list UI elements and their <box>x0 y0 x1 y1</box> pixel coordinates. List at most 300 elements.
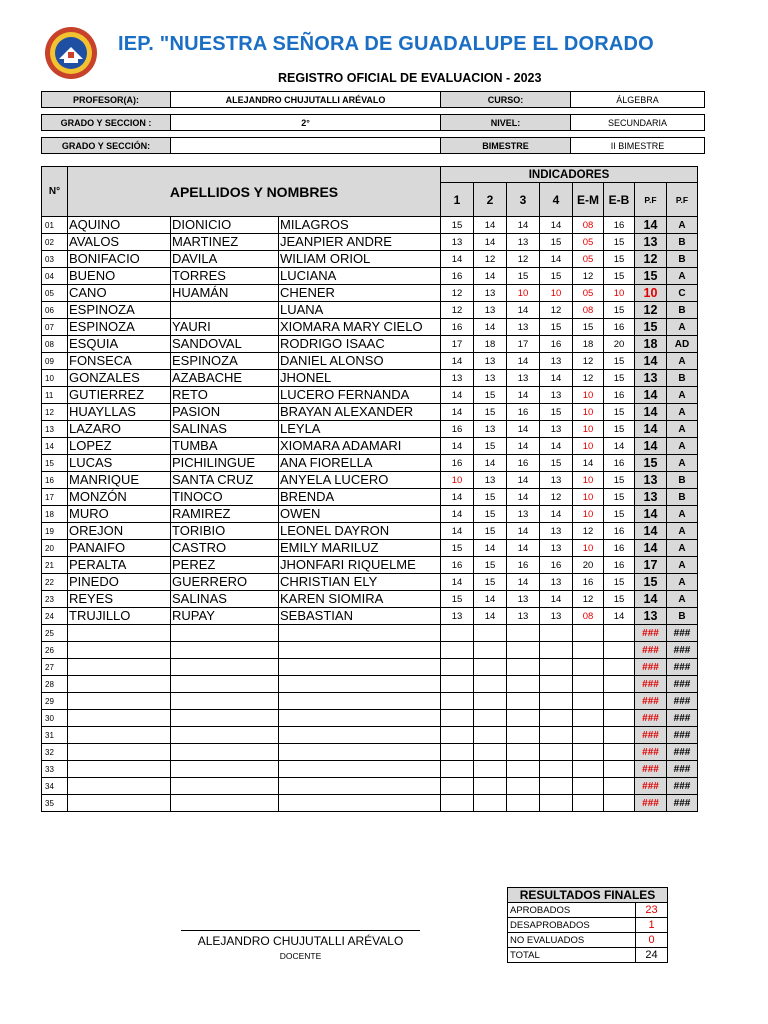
score-cell: 13 <box>474 370 507 387</box>
final-grade: 14 <box>635 404 667 421</box>
total-label: TOTAL <box>508 948 636 963</box>
surname-maternal: TINOCO <box>171 489 279 506</box>
score-cell: 14 <box>507 540 540 557</box>
score-cell: 13 <box>474 472 507 489</box>
score-cell: 15 <box>474 387 507 404</box>
score-cell: 13 <box>540 472 573 489</box>
blank-cell <box>604 710 635 727</box>
final-letter: A <box>667 387 698 404</box>
student-row <box>42 268 698 285</box>
score-cell: 13 <box>540 353 573 370</box>
score-cell: 15 <box>474 506 507 523</box>
score-cell: 14 <box>441 387 474 404</box>
score-cell: 14 <box>540 251 573 268</box>
register-subtitle: REGISTRO OFICIAL DE EVALUACION - 2023 <box>278 71 542 85</box>
final-grade: 14 <box>635 217 667 234</box>
score-cell: 14 <box>507 438 540 455</box>
final-letter: A <box>667 591 698 608</box>
row-number: 24 <box>42 608 68 625</box>
row-number: 20 <box>42 540 68 557</box>
score-cell: 13 <box>507 506 540 523</box>
blank-cell <box>604 676 635 693</box>
blank-cell <box>279 727 441 744</box>
blank-cell <box>540 693 573 710</box>
score-cell: 15 <box>604 506 635 523</box>
student-row <box>42 540 698 557</box>
row-number: 08 <box>42 336 68 353</box>
surname-paternal: REYES <box>68 591 171 608</box>
score-cell: 12 <box>573 268 604 285</box>
final-letter: B <box>667 489 698 506</box>
names-header: APELLIDOS Y NOMBRES <box>68 167 441 217</box>
score-cell: 15 <box>540 319 573 336</box>
row-number: 04 <box>42 268 68 285</box>
final-letter: B <box>667 608 698 625</box>
blank-cell <box>474 744 507 761</box>
surname-maternal: SALINAS <box>171 591 279 608</box>
student-row <box>42 234 698 251</box>
score-cell: 05 <box>573 251 604 268</box>
row-number: 05 <box>42 285 68 302</box>
score-cell: 14 <box>474 608 507 625</box>
score-cell: 15 <box>604 251 635 268</box>
given-names: JHONEL <box>279 370 441 387</box>
score-cell: 10 <box>573 472 604 489</box>
blank-cell <box>507 710 540 727</box>
surname-paternal: AVALOS <box>68 234 171 251</box>
surname-paternal: BONIFACIO <box>68 251 171 268</box>
final-letter-header: P.F <box>667 183 698 217</box>
surname-paternal: PERALTA <box>68 557 171 574</box>
results-title: RESULTADOS FINALES <box>508 888 668 903</box>
score-cell: 13 <box>540 421 573 438</box>
score-cell: 14 <box>441 438 474 455</box>
row-number: 15 <box>42 455 68 472</box>
blank-cell <box>441 710 474 727</box>
final-grade-overflow: ### <box>635 659 667 676</box>
score-cell: 18 <box>573 336 604 353</box>
blank-cell <box>573 625 604 642</box>
surname-paternal: OREJON <box>68 523 171 540</box>
final-grade: 15 <box>635 268 667 285</box>
blank-cell <box>507 642 540 659</box>
blank-cell <box>540 778 573 795</box>
approved-value: 23 <box>636 903 668 918</box>
score-cell: 13 <box>540 574 573 591</box>
blank-cell <box>573 761 604 778</box>
final-grade: 13 <box>635 489 667 506</box>
final-letter: A <box>667 319 698 336</box>
blank-cell <box>441 642 474 659</box>
given-names: LUCIANA <box>279 268 441 285</box>
blank-cell <box>573 795 604 812</box>
row-number: 29 <box>42 693 68 710</box>
score-cell: 16 <box>507 404 540 421</box>
blank-cell <box>474 659 507 676</box>
grado2-value <box>171 138 441 154</box>
results-table <box>507 887 668 963</box>
blank-cell <box>441 744 474 761</box>
row-number: 06 <box>42 302 68 319</box>
surname-paternal: GUTIERREZ <box>68 387 171 404</box>
surname-maternal: CASTRO <box>171 540 279 557</box>
score-cell: 15 <box>474 523 507 540</box>
final-letter: A <box>667 421 698 438</box>
score-cell: 14 <box>441 353 474 370</box>
surname-maternal: SALINAS <box>171 421 279 438</box>
final-letter: A <box>667 455 698 472</box>
blank-cell <box>279 795 441 812</box>
score-cell: 15 <box>474 489 507 506</box>
blank-cell <box>507 778 540 795</box>
blank-cell <box>507 693 540 710</box>
surname-paternal: LUCAS <box>68 455 171 472</box>
blank-cell <box>604 795 635 812</box>
surname-paternal: HUAYLLAS <box>68 404 171 421</box>
student-row <box>42 217 698 234</box>
blank-cell <box>604 659 635 676</box>
blank-cell <box>540 710 573 727</box>
final-grade: 15 <box>635 574 667 591</box>
blank-cell <box>279 744 441 761</box>
final-letter: AD <box>667 336 698 353</box>
score-cell: 15 <box>604 302 635 319</box>
student-row <box>42 523 698 540</box>
blank-cell <box>507 676 540 693</box>
score-cell: 13 <box>507 370 540 387</box>
surname-paternal: MANRIQUE <box>68 472 171 489</box>
given-names: JEANPIER ANDRE <box>279 234 441 251</box>
indicator-col-2: 2 <box>474 183 507 217</box>
blank-cell <box>68 710 171 727</box>
final-grade: 18 <box>635 336 667 353</box>
blank-cell <box>441 625 474 642</box>
grado2-label: GRADO Y SECCIÓN: <box>42 138 171 154</box>
surname-maternal: RAMIREZ <box>171 506 279 523</box>
final-grade: 14 <box>635 438 667 455</box>
blank-cell <box>279 659 441 676</box>
final-letter-overflow: ### <box>667 625 698 642</box>
number-header: N° <box>42 167 68 217</box>
row-number: 21 <box>42 557 68 574</box>
score-cell: 13 <box>441 234 474 251</box>
final-letter-overflow: ### <box>667 727 698 744</box>
total-value: 24 <box>636 948 668 963</box>
final-grade: 12 <box>635 302 667 319</box>
score-cell: 16 <box>604 540 635 557</box>
score-cell: 14 <box>474 540 507 557</box>
given-names: LUANA <box>279 302 441 319</box>
score-cell: 16 <box>441 557 474 574</box>
student-row <box>42 404 698 421</box>
student-row <box>42 421 698 438</box>
blank-cell <box>441 693 474 710</box>
final-grade: 13 <box>635 472 667 489</box>
final-grade: 13 <box>635 234 667 251</box>
score-cell: 17 <box>441 336 474 353</box>
surname-maternal: PASION <box>171 404 279 421</box>
score-cell: 13 <box>441 370 474 387</box>
given-names: RODRIGO ISAAC <box>279 336 441 353</box>
final-letter: C <box>667 285 698 302</box>
surname-paternal: ESQUIA <box>68 336 171 353</box>
score-cell: 16 <box>604 523 635 540</box>
student-row <box>42 353 698 370</box>
blank-cell <box>573 727 604 744</box>
score-cell: 13 <box>474 302 507 319</box>
blank-cell <box>68 795 171 812</box>
score-cell: 14 <box>604 608 635 625</box>
blank-cell <box>507 744 540 761</box>
student-row <box>42 557 698 574</box>
final-letter: A <box>667 268 698 285</box>
score-cell: 15 <box>441 540 474 557</box>
surname-paternal: ESPINOZA <box>68 319 171 336</box>
score-cell: 14 <box>474 319 507 336</box>
score-cell: 10 <box>573 404 604 421</box>
blank-cell <box>441 795 474 812</box>
final-grade: 15 <box>635 455 667 472</box>
surname-paternal: PINEDO <box>68 574 171 591</box>
bimestre-label: BIMESTRE <box>441 138 571 154</box>
blank-cell <box>540 676 573 693</box>
score-cell: 15 <box>604 489 635 506</box>
score-cell: 12 <box>540 489 573 506</box>
final-letter: A <box>667 574 698 591</box>
score-cell: 10 <box>573 506 604 523</box>
score-cell: 13 <box>507 319 540 336</box>
nivel-value: SECUNDARIA <box>571 115 705 131</box>
surname-paternal: MONZÓN <box>68 489 171 506</box>
blank-cell <box>474 642 507 659</box>
blank-cell <box>171 642 279 659</box>
surname-paternal: BUENO <box>68 268 171 285</box>
final-grade-overflow: ### <box>635 693 667 710</box>
row-number: 07 <box>42 319 68 336</box>
row-number: 10 <box>42 370 68 387</box>
final-grade: 10 <box>635 285 667 302</box>
nivel-label: NIVEL: <box>441 115 571 131</box>
blank-cell <box>441 727 474 744</box>
blank-cell <box>604 778 635 795</box>
score-cell: 14 <box>474 234 507 251</box>
blank-cell <box>171 625 279 642</box>
surname-paternal: LOPEZ <box>68 438 171 455</box>
score-cell: 12 <box>573 591 604 608</box>
student-row <box>42 387 698 404</box>
score-cell: 12 <box>507 251 540 268</box>
surname-maternal: DAVILA <box>171 251 279 268</box>
final-grade: 14 <box>635 591 667 608</box>
blank-cell <box>68 642 171 659</box>
score-cell: 13 <box>441 608 474 625</box>
final-letter-overflow: ### <box>667 795 698 812</box>
row-number: 22 <box>42 574 68 591</box>
surname-maternal: TORIBIO <box>171 523 279 540</box>
given-names: LEYLA <box>279 421 441 438</box>
score-cell: 16 <box>604 455 635 472</box>
final-grade-header: P.F <box>635 183 667 217</box>
student-row <box>42 370 698 387</box>
surname-maternal: MARTINEZ <box>171 234 279 251</box>
row-number: 03 <box>42 251 68 268</box>
surname-paternal: CANO <box>68 285 171 302</box>
school-title: IEP. "NUESTRA SEÑORA DE GUADALUPE EL DORADO <box>118 33 654 55</box>
score-cell: 13 <box>474 353 507 370</box>
blank-cell <box>441 761 474 778</box>
blank-cell <box>68 659 171 676</box>
final-grade: 13 <box>635 608 667 625</box>
final-grade-overflow: ### <box>635 727 667 744</box>
approved-label: APROBADOS <box>508 903 636 918</box>
score-cell: 14 <box>507 353 540 370</box>
blank-cell <box>171 761 279 778</box>
student-row <box>42 302 698 319</box>
empty-row <box>42 625 698 642</box>
score-cell: 13 <box>540 608 573 625</box>
blank-cell <box>540 642 573 659</box>
score-cell: 15 <box>573 319 604 336</box>
final-letter: A <box>667 506 698 523</box>
indicator-col-eb: E-B <box>604 183 635 217</box>
score-cell: 14 <box>507 421 540 438</box>
surname-maternal: TORRES <box>171 268 279 285</box>
score-cell: 10 <box>540 285 573 302</box>
blank-cell <box>474 778 507 795</box>
final-letter: A <box>667 404 698 421</box>
row-number: 09 <box>42 353 68 370</box>
blank-cell <box>573 676 604 693</box>
score-cell: 16 <box>441 319 474 336</box>
blank-cell <box>507 727 540 744</box>
final-grade: 14 <box>635 353 667 370</box>
score-cell: 18 <box>474 336 507 353</box>
student-row <box>42 251 698 268</box>
score-cell: 13 <box>507 608 540 625</box>
blank-cell <box>573 778 604 795</box>
row-number: 23 <box>42 591 68 608</box>
given-names: LUCERO FERNANDA <box>279 387 441 404</box>
score-cell: 13 <box>474 285 507 302</box>
score-cell: 16 <box>540 336 573 353</box>
final-letter-overflow: ### <box>667 761 698 778</box>
empty-row <box>42 642 698 659</box>
student-row <box>42 472 698 489</box>
final-letter: A <box>667 523 698 540</box>
final-grade-overflow: ### <box>635 676 667 693</box>
surname-paternal: TRUJILLO <box>68 608 171 625</box>
blank-cell <box>279 693 441 710</box>
surname-maternal: GUERRERO <box>171 574 279 591</box>
given-names: XIOMARA ADAMARI <box>279 438 441 455</box>
score-cell: 14 <box>540 217 573 234</box>
empty-row <box>42 744 698 761</box>
given-names: OWEN <box>279 506 441 523</box>
final-letter: B <box>667 234 698 251</box>
score-cell: 14 <box>441 574 474 591</box>
given-names: XIOMARA MARY CIELO <box>279 319 441 336</box>
score-cell: 13 <box>474 421 507 438</box>
final-letter-overflow: ### <box>667 778 698 795</box>
surname-maternal: PICHILINGUE <box>171 455 279 472</box>
score-cell: 08 <box>573 217 604 234</box>
final-grade: 14 <box>635 540 667 557</box>
surname-maternal: SANDOVAL <box>171 336 279 353</box>
surname-maternal: YAURI <box>171 319 279 336</box>
signature-line <box>181 930 420 931</box>
given-names: KAREN SIOMIRA <box>279 591 441 608</box>
score-cell: 13 <box>540 523 573 540</box>
blank-cell <box>68 727 171 744</box>
blank-cell <box>279 778 441 795</box>
student-row <box>42 455 698 472</box>
score-cell: 15 <box>540 234 573 251</box>
score-cell: 10 <box>604 285 635 302</box>
empty-row <box>42 761 698 778</box>
score-cell: 12 <box>573 523 604 540</box>
student-row <box>42 285 698 302</box>
surname-paternal: GONZALES <box>68 370 171 387</box>
given-names: WILIAM ORIOL <box>279 251 441 268</box>
score-cell: 20 <box>573 557 604 574</box>
blank-cell <box>573 659 604 676</box>
empty-row <box>42 659 698 676</box>
blank-cell <box>474 693 507 710</box>
final-grade: 15 <box>635 319 667 336</box>
final-grade: 13 <box>635 370 667 387</box>
score-cell: 16 <box>507 455 540 472</box>
score-cell: 10 <box>573 489 604 506</box>
final-grade: 14 <box>635 421 667 438</box>
score-cell: 15 <box>604 421 635 438</box>
empty-row <box>42 710 698 727</box>
row-number: 17 <box>42 489 68 506</box>
final-grade-overflow: ### <box>635 761 667 778</box>
blank-cell <box>573 642 604 659</box>
blank-cell <box>474 625 507 642</box>
score-cell: 14 <box>604 438 635 455</box>
grado-label: GRADO Y SECCION : <box>42 115 171 131</box>
surname-paternal: ESPINOZA <box>68 302 171 319</box>
row-number: 33 <box>42 761 68 778</box>
blank-cell <box>474 795 507 812</box>
score-cell: 05 <box>573 285 604 302</box>
final-grade-overflow: ### <box>635 778 667 795</box>
score-cell: 05 <box>573 234 604 251</box>
given-names: DANIEL ALONSO <box>279 353 441 370</box>
score-cell: 14 <box>540 506 573 523</box>
surname-maternal <box>171 302 279 319</box>
score-cell: 10 <box>573 438 604 455</box>
given-names: MILAGROS <box>279 217 441 234</box>
indicators-header: INDICADORES <box>441 167 698 183</box>
blank-cell <box>604 693 635 710</box>
score-cell: 16 <box>604 217 635 234</box>
score-cell: 16 <box>441 421 474 438</box>
final-grade-overflow: ### <box>635 625 667 642</box>
score-cell: 14 <box>573 455 604 472</box>
score-cell: 15 <box>604 353 635 370</box>
score-cell: 15 <box>604 472 635 489</box>
row-number: 14 <box>42 438 68 455</box>
score-cell: 15 <box>604 574 635 591</box>
empty-row <box>42 676 698 693</box>
blank-cell <box>540 659 573 676</box>
score-cell: 15 <box>540 404 573 421</box>
student-row <box>42 489 698 506</box>
score-cell: 16 <box>604 557 635 574</box>
blank-cell <box>474 676 507 693</box>
